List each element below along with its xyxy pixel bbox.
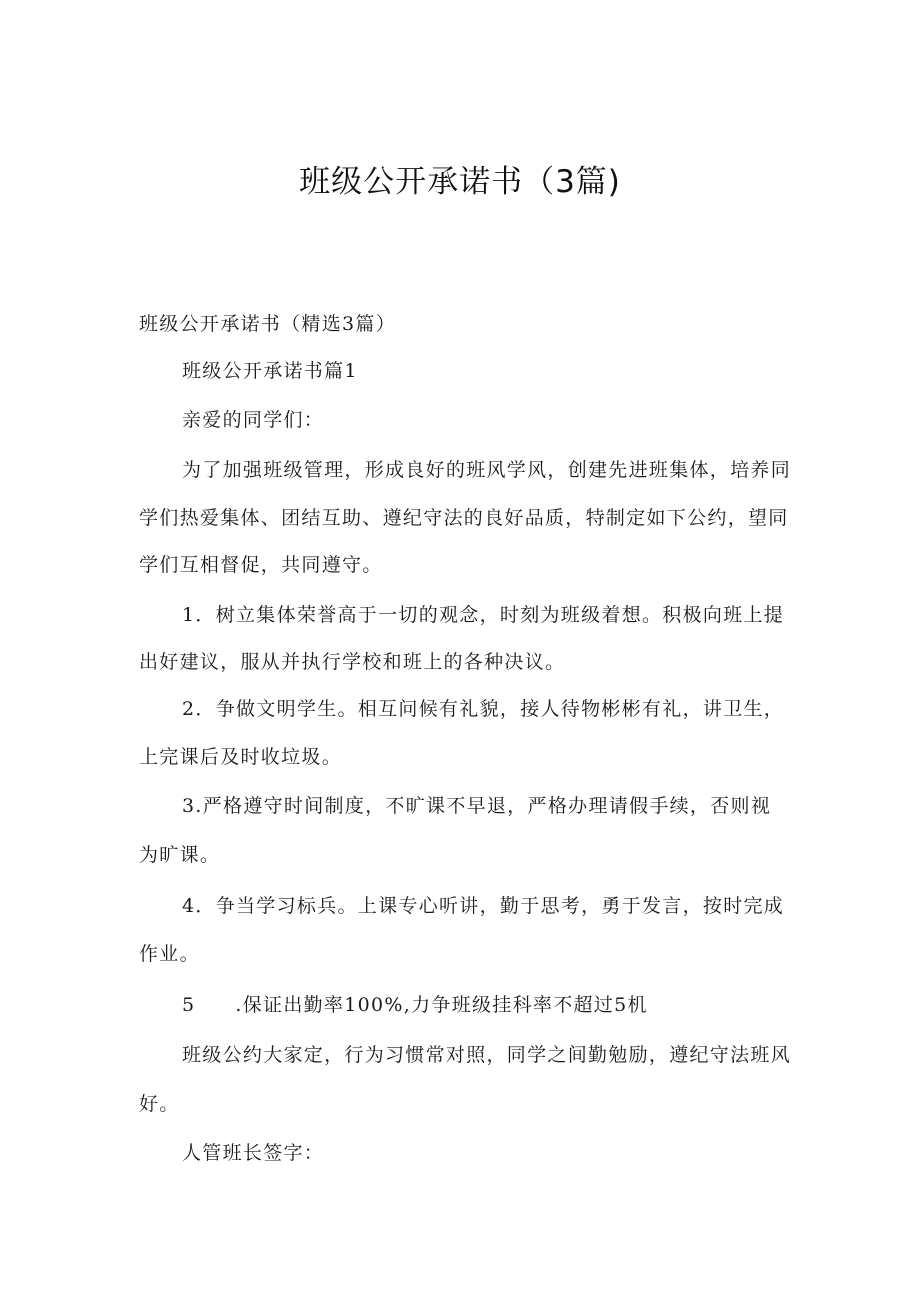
intro-line: 为了加强班级管理，形成良好的班风学风，创建先进班集体，培养同 (182, 459, 792, 481)
list-item-3 (182, 794, 771, 818)
list-item-number: 5 (182, 994, 196, 1016)
list-item-5 (182, 993, 648, 1017)
list-item-text: ．争当学习标兵。上课专心听讲，勤于思考，勇于发言，按时完成 (195, 895, 785, 917)
salutation: 亲爱的同学们： (182, 409, 325, 431)
list-item-text: .严格遵守时间制度，不旷课不早退，严格办理请假手续，否则视 (195, 795, 772, 817)
document-title: 班级公开承诺书（3篇) (299, 164, 621, 200)
list-item-2 (182, 697, 784, 721)
document-subtitle: 班级公开承诺书（精选3篇） (139, 313, 396, 335)
closing-line: 好。 (139, 1093, 180, 1115)
list-item-number: 4 (182, 895, 196, 917)
list-item-text: .保证出勤率100%,力争班级挂科率不超过5机 (235, 994, 648, 1016)
list-item-number: 1 (182, 604, 196, 626)
list-item-text: 出好建议，服从并执行学校和班上的各种决议。 (139, 651, 566, 673)
list-item-text: ．树立集体荣誉高于一切的观念，时刻为班级着想。积极向班上提 (195, 604, 785, 626)
closing-line: 班级公约大家定，行为习惯常对照，同学之间勤勉励，遵纪守法班风 (182, 1044, 792, 1066)
signature-label: 人管班长签字： (182, 1142, 325, 1164)
list-item-text: 上完课后及时收垃圾。 (139, 746, 343, 768)
list-item-text: 作业。 (139, 943, 200, 965)
list-item-number: 3 (182, 795, 196, 817)
list-item-1 (182, 603, 784, 627)
section-heading: 班级公开承诺书篇1 (182, 360, 358, 382)
list-item-text: ．争做文明学生。相互问候有礼貌，接人待物彬彬有礼，讲卫生， (195, 698, 785, 720)
list-item-4 (182, 894, 784, 918)
intro-line: 学们互相督促，共同遵守。 (139, 554, 383, 576)
list-item-number: 2 (182, 698, 196, 720)
intro-line: 学们热爱集体、团结互助、遵纪守法的良好品质，特制定如下公约，望同 (139, 507, 789, 529)
list-item-text: 为旷课。 (139, 844, 221, 866)
